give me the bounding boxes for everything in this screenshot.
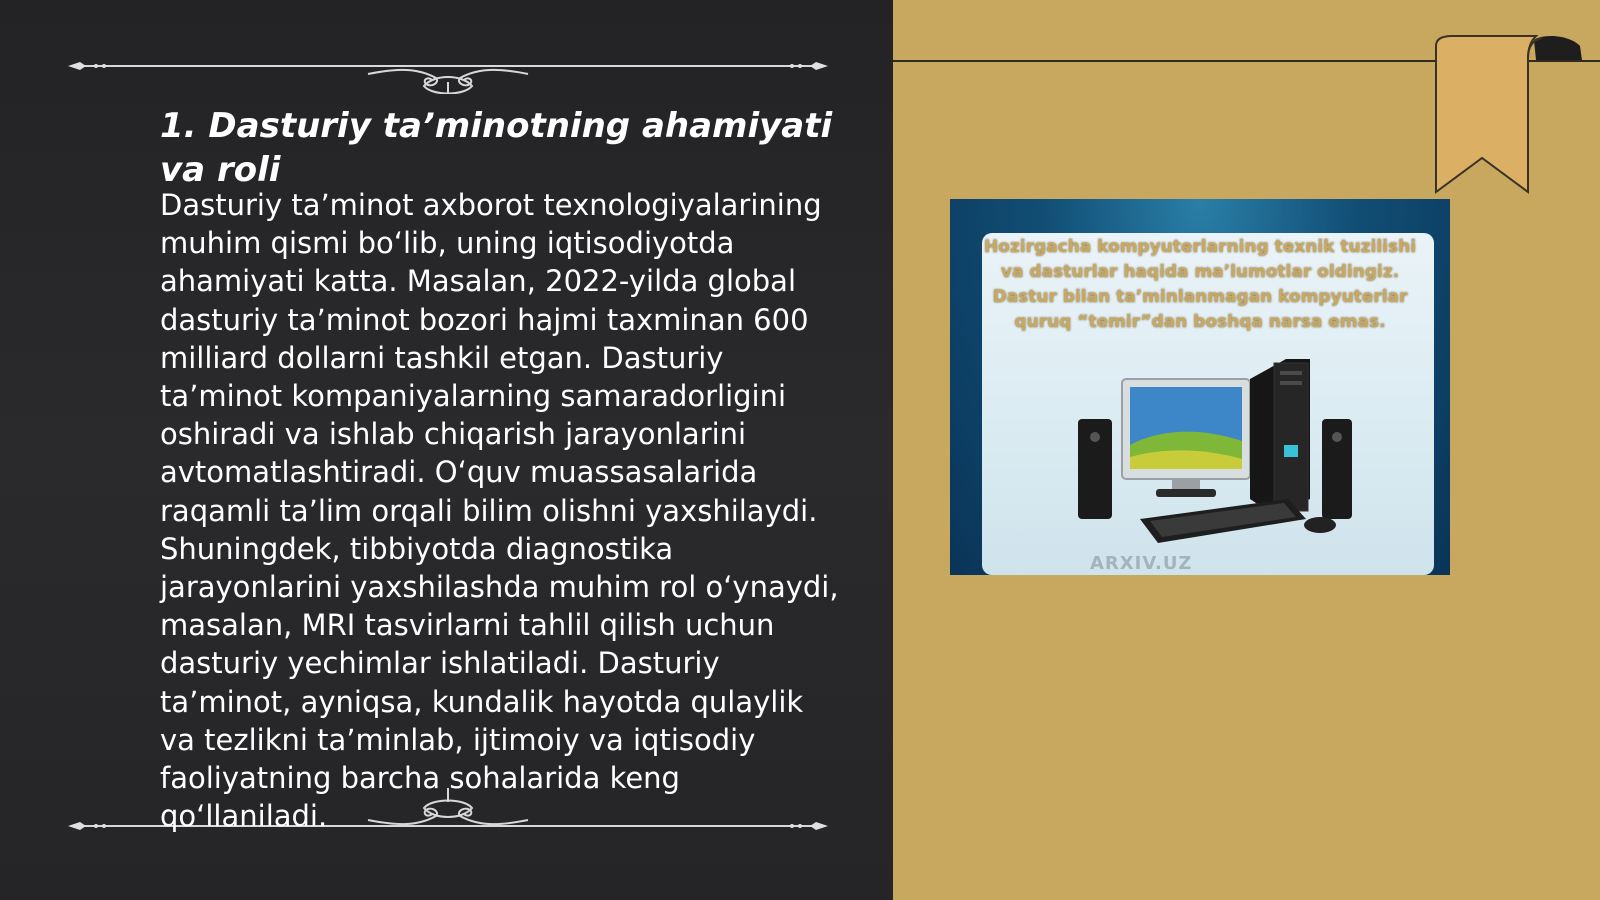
slide-title: 1. Dasturiy ta’minotning ahamiyati va roli (160, 106, 833, 190)
computer-illustration (950, 199, 1450, 575)
watermark-text: ARXIV.UZ (1090, 553, 1193, 574)
bookmark-ribbon-icon (1432, 34, 1582, 202)
illustration-caption: Hozirgacha kompyuterlarning texnik tuzilishi va dasturlar haqida ma’lumotlar oldingiz. Dastur bilan ta’minlanmagan kompyuterlar quruq “temir”dan boshqa narsa emas. (983, 237, 1417, 332)
ornamental-divider-icon (68, 38, 828, 94)
desktop-computer-icon (1070, 349, 1370, 549)
slide-body-text: Dasturiy ta’minot axborot texnologiyalarining muhim qismi bo‘lib, uning iqtisodiyotda ahamiyati katta. Masalan, 2022-yilda global dasturiy ta’minot bozori hajmi taxminan 600 milliard dollarni tashkil etgan. Dasturiy ta’minot kompaniyalarning samaradorligini oshiradi va ishlab chiqarish jarayonlarini avtomatlashtiradi. O‘quv muassasalarida raqamli ta’lim orqali bilim olishni yaxshilaydi. Shuningdek, tibbiyotda diagnostika jarayonlarini yaxshilashda muhim rol o‘ynaydi, masalan, MRI tasvirlarni tahlil qilish uchun dasturiy yechimlar ishlatiladi. Dasturiy ta’minot, ayniqsa, kundalik hayotda qulaylik va tezlikni ta’minlab, ijtimoiy va iqtisodiy faoliyatning barcha sohalarida keng qo‘llaniladi. (160, 188, 839, 834)
